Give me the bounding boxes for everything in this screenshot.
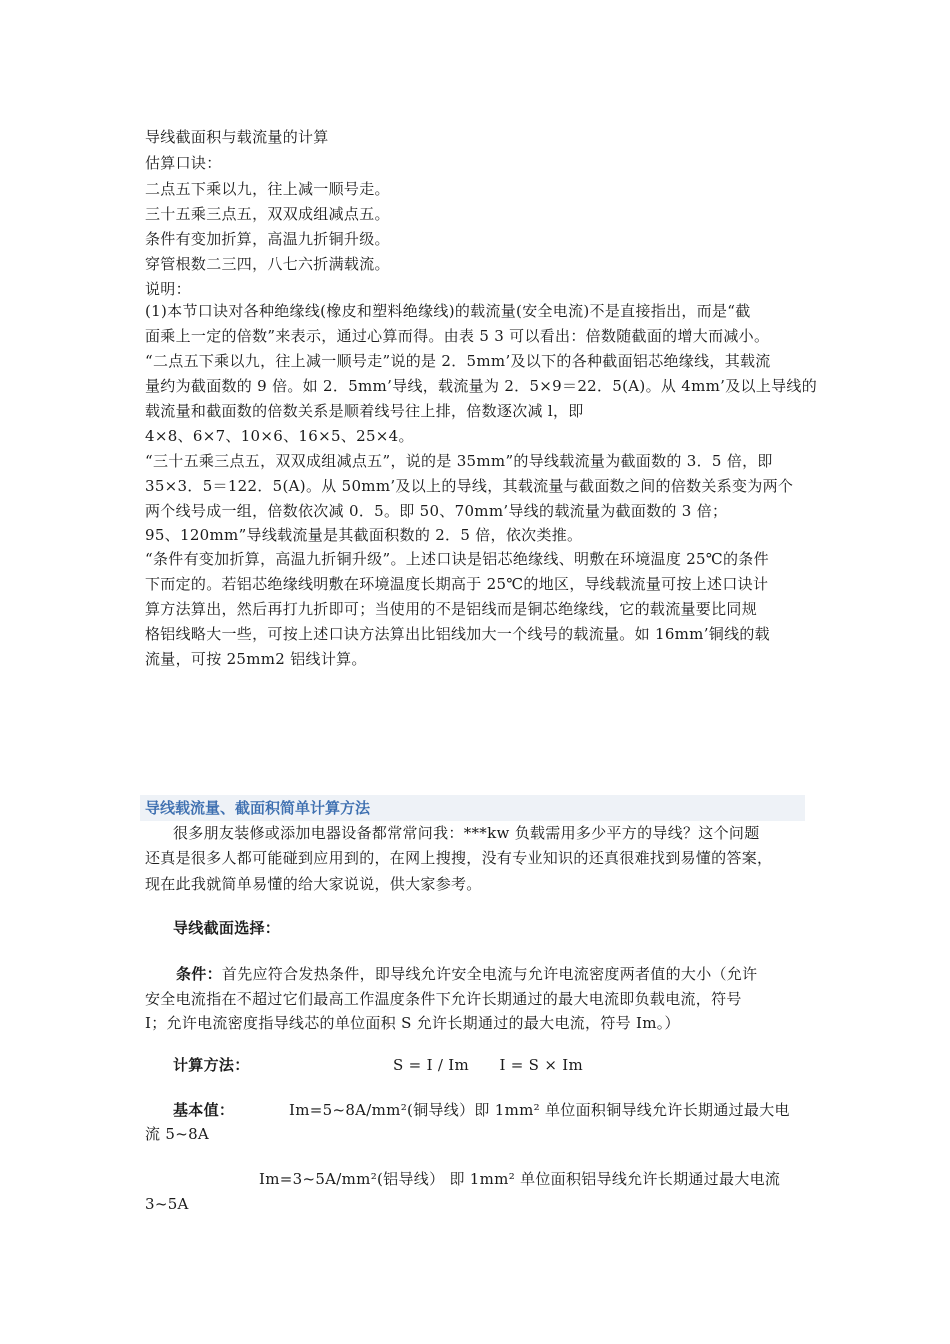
text-line: 说明： [145,280,191,298]
calc-label: 计算方法： [173,1056,250,1074]
section-heading: 导线载流量、截面积简单计算方法 [145,799,371,817]
condition-label: 条件： [176,965,222,983]
intro-line: 现在此我就简单易懂的给大家说说，供大家参考。 [145,875,482,893]
base-label: 基本值： [173,1101,235,1119]
text-line: (1)本节口诀对各种绝缘线(橡皮和塑料绝缘线)的载流量(安全电流)不是直接指出，而是“截 [145,302,751,320]
condition-line [176,963,757,985]
text-line: “三十五乘三点五，双双成组减点五”，说的是 35mm”的导线载流量为截面数的 3．5 倍，即 [145,452,773,470]
base-copper-line: 流 5~8A [145,1125,210,1143]
text-line: 下而定的。若铝芯绝缘线明敷在环境温度长期高于 25℃的地区，导线载流量可按上述口诀计 [145,575,769,593]
text-line: 算方法算出，然后再打九折即可；当使用的不是铝线而是铜芯绝缘线，它的载流量要比同规 [145,600,758,618]
text-line: 条件有变加折算，高温九折铜升级。 [145,230,390,248]
text-line: 穿管根数二三四，八七六折满载流。 [145,255,390,273]
text-line: “二点五下乘以九，往上减一顺号走”说的是 2．5mm’及以下的各种截面铝芯绝缘线，其载流 [145,352,771,370]
text-line: 格铝线略大一些，可按上述口诀方法算出比铝线加大一个线号的载流量。如 16mm’铜线的载 [145,625,770,643]
text-line: “条件有变加折算，高温九折铜升级”。上述口诀是铝芯绝缘线、明敷在环境温度 25℃的条件 [145,550,769,568]
doc-title: 导线截面积与载流量的计算 [145,128,329,146]
condition-line: I；允许电流密度指导线芯的单位面积 S 允许长期通过的最大电流，符号 Im。） [145,1014,680,1032]
text-line: 载流量和截面数的倍数关系是顺着线号往上排，倍数逐次减 l，即 [145,402,584,420]
intro-line: 很多朋友装修或添加电器设备都常常问我：***kw 负载需用多少平方的导线？这个问题 [173,824,760,842]
base-aluminum-line: 3~5A [145,1195,189,1213]
text-line: 35×3．5＝122．5(A)。从 50mm’及以上的导线，其载流量与截面数之间的倍数关系变为两个 [145,477,794,495]
text-line: 二点五下乘以九，往上减一顺号走。 [145,180,390,198]
text-line: 量约为截面数的 9 倍。如 2．5mm’导线，载流量为 2．5×9＝22．5(A)。从 4mm’及以上导线的 [145,377,818,395]
subsection-title: 导线截面选择： [173,919,281,937]
text-line: 流量，可按 25mm2 铝线计算。 [145,650,367,668]
calc-formula: S = I / Im I = S × Im [393,1056,584,1074]
intro-line: 还真是很多人都可能碰到应用到的，在网上搜搜，没有专业知识的还真很难找到易懂的答案， [145,849,773,867]
text-line: 4×8、6×7、10×6、16×5、25×4。 [145,427,414,445]
text-line: 面乘上一定的倍数”来表示，通过心算而得。由表 5 3 可以看出：倍数随截面的增大而减小。 [145,327,770,345]
condition-text: 首先应符合发热条件，即导线允许安全电流与允许电流密度两者值的大小（允许 [221,965,758,983]
text-line: 95、120mm”导线载流量是其截面积数的 2．5 倍，依次类推。 [145,526,583,544]
text-line: 两个线号成一组，倍数依次减 0．5。即 50、70mm’导线的载流量为截面数的 3 倍； [145,502,728,520]
base-aluminum-line: Im=3~5A/mm²(铝导线） 即 1mm² 单位面积铝导线允许长期通过最大电流 [259,1170,781,1188]
base-copper-line: Im=5~8A/mm²(铜导线）即 1mm² 单位面积铜导线允许长期通过最大电 [289,1101,790,1119]
condition-line: 安全电流指在不超过它们最高工作温度条件下允许长期通过的最大电流即负载电流，符号 [145,990,742,1008]
text-line: 估算口诀： [145,154,222,172]
text-line: 三十五乘三点五，双双成组减点五。 [145,205,390,223]
